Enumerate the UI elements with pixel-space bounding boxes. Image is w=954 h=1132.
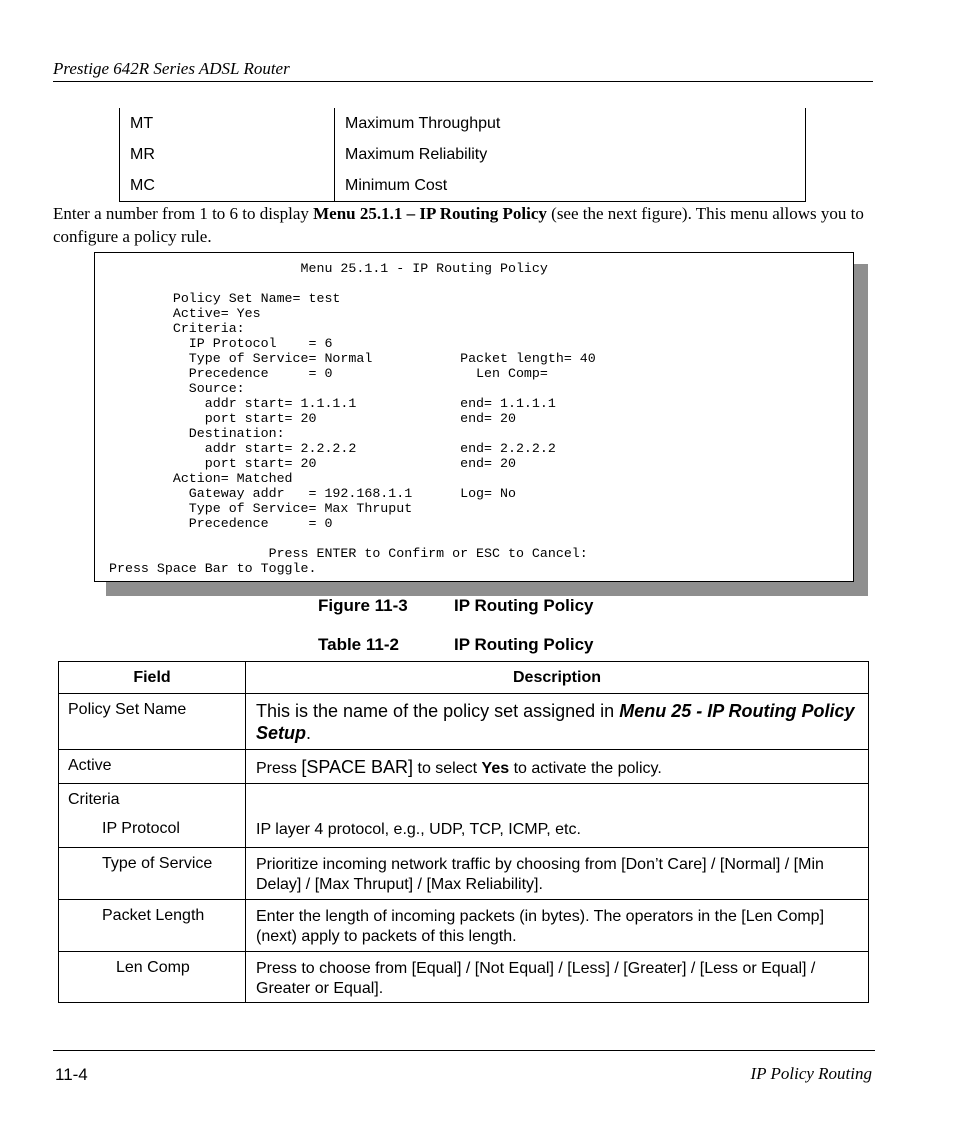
console-screen: [94, 252, 854, 582]
table-caption-title: IP Routing Policy: [454, 635, 594, 654]
field-description-table: [58, 661, 869, 1003]
console-line: addr start= 2.2.2.2 end= 2.2.2.2: [109, 441, 556, 456]
field-description: [246, 694, 869, 750]
field-name-text: Len Comp: [116, 959, 190, 976]
table-header-row: [59, 662, 869, 694]
field-name-text: Type of Service: [102, 855, 213, 872]
console-line: Gateway addr = 192.168.1.1 Log= No: [109, 486, 516, 501]
console-line: Destination:: [109, 426, 285, 441]
console-line: Precedence = 0 Len Comp=: [109, 366, 548, 381]
footer-section-title: IP Policy Routing: [750, 1064, 872, 1083]
console-line: Type of Service= Max Thruput: [109, 501, 413, 516]
tos-meaning: Minimum Cost: [335, 170, 806, 202]
desc-key: [SPACE BAR]: [301, 757, 414, 777]
table-row: [59, 694, 869, 750]
console-line: Precedence = 0: [109, 516, 333, 531]
field-name: Active: [59, 750, 246, 784]
footer-rule: [53, 1050, 875, 1051]
field-description: Press to choose from [Equal] / [Not Equal] / [Less] / [Greater] / [Less or Equal] / Greater or Equal].: [246, 952, 869, 1003]
tos-code: MC: [120, 170, 335, 202]
field-name-text: Packet Length: [102, 907, 205, 924]
desc-value: Yes: [481, 760, 510, 777]
intro-paragraph: [53, 202, 873, 248]
console-line: Press Space Bar to Toggle.: [109, 561, 317, 576]
page-number: 11-4: [55, 1065, 88, 1084]
column-header-field: Field: [59, 662, 246, 694]
console-line: IP Protocol = 6: [109, 336, 333, 351]
field-description: [246, 750, 869, 784]
field-name: Policy Set Name: [59, 694, 246, 750]
table-caption-number: Table 11-2: [318, 635, 399, 654]
header-rule: [53, 81, 873, 82]
tos-code: MR: [120, 139, 335, 170]
console-line: port start= 20 end= 20: [109, 411, 516, 426]
table-row: [59, 952, 869, 1003]
field-description: IP layer 4 protocol, e.g., UDP, TCP, ICMP, etc.: [246, 784, 869, 848]
console-line: Criteria:: [109, 321, 245, 336]
tos-code-table: [119, 108, 806, 202]
intro-text: (see the next figure). This menu allows you to configure a policy rule.: [53, 204, 864, 246]
tos-code: MT: [120, 108, 335, 139]
running-header-title: Prestige 642R Series ADSL Router: [53, 59, 290, 78]
desc-text: to select: [413, 760, 482, 777]
tos-meaning: Maximum Reliability: [335, 139, 806, 170]
tos-meaning: Maximum Throughput: [335, 108, 806, 139]
field-name: [59, 784, 246, 848]
field-description: Enter the length of incoming packets (in bytes). The operators in the [Len Comp] (next) apply to packets of this length.: [246, 900, 869, 952]
desc-text: .: [306, 723, 312, 743]
console-line: Press ENTER to Confirm or ESC to Cancel:: [109, 546, 588, 561]
table-row: [120, 170, 806, 202]
desc-text: to activate the policy.: [509, 760, 662, 777]
intro-text: Enter a number from 1 to 6 to display: [53, 204, 314, 223]
intro-menu-ref: Menu 25.1.1 – IP Routing Policy: [313, 204, 547, 223]
table-row: [59, 848, 869, 900]
table-row: [59, 900, 869, 952]
field-name-ip-protocol: IP Protocol: [102, 820, 180, 837]
console-line: Menu 25.1.1 - IP Routing Policy: [109, 261, 548, 276]
table-row: [59, 750, 869, 784]
field-name: [59, 900, 246, 952]
console-text: [109, 261, 596, 576]
console-line: Action= Matched: [109, 471, 293, 486]
console-line: Policy Set Name= test: [109, 291, 341, 306]
field-name-criteria: Criteria: [68, 791, 120, 808]
table-row: [120, 139, 806, 170]
table-row: [120, 108, 806, 139]
field-description: Prioritize incoming network traffic by choosing from [Don’t Care] / [Normal] / [Min Delay] / [Max Thruput] / [Max Reliability].: [246, 848, 869, 900]
field-name: [59, 848, 246, 900]
desc-text: Press: [256, 760, 302, 777]
console-line: addr start= 1.1.1.1 end= 1.1.1.1: [109, 396, 556, 411]
figure-caption-number: Figure 11-3: [318, 596, 408, 615]
column-header-description: Description: [246, 662, 869, 694]
table-row: [59, 784, 869, 848]
field-name: [59, 952, 246, 1003]
console-line: port start= 20 end= 20: [109, 456, 516, 471]
console-line: Source:: [109, 381, 245, 396]
console-line: Active= Yes: [109, 306, 261, 321]
desc-text: This is the name of the policy set assigned in: [256, 701, 620, 721]
console-line: Type of Service= Normal Packet length= 40: [109, 351, 596, 366]
desc-menu-ref: Menu 25 - IP Routing Policy Setup: [256, 701, 855, 743]
figure-caption-title: IP Routing Policy: [454, 596, 594, 615]
